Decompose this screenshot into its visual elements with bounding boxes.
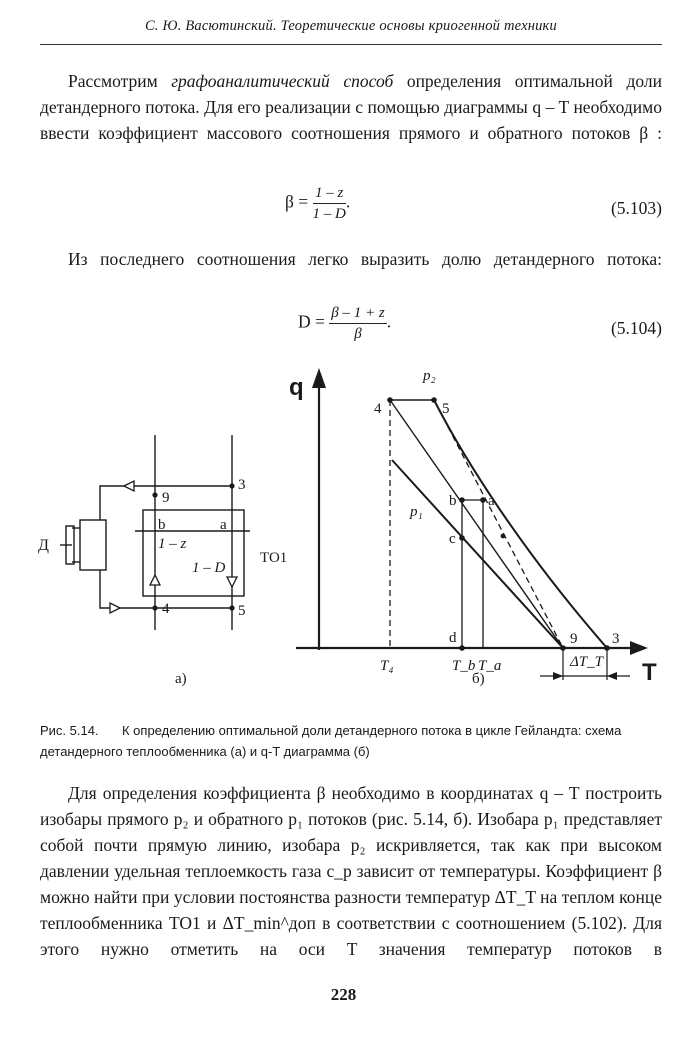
point-label-5: 5 [442,401,450,417]
inner-label-a: a [220,517,227,533]
expander-body [80,520,106,570]
t-axis-arrow-icon [630,641,648,655]
arrow-left-icon [124,481,134,491]
equation-2-numerator: β – 1 + z [329,303,386,324]
paragraph-1 [40,68,662,172]
node-9-label: 9 [162,490,170,506]
equation-2-lhs: D = [298,311,325,332]
figure-5-14 [0,350,687,710]
node-9-dot [152,492,157,497]
curve-label-p1: p₁ [410,504,423,520]
tick-label-ta: T_a [478,658,502,674]
sublabel-a: а) [175,671,187,687]
point-label-a: a [488,493,495,509]
axis-label-q: q [289,374,304,401]
delta-t-label: ΔT_T [570,654,603,670]
equation-2-denominator: β [354,326,362,342]
diagram-b [296,375,640,680]
page-number: 228 [330,985,357,1004]
node-4-dot [152,605,157,610]
paragraph-1-end: определения оптимальной доли детандерного потока. Для его реализации с помощью диаграммы q – T необходимо ввести коэффициент массового соотношения прямого и обратного потоков β : [40,71,662,143]
curve-label-p2: p₂ [423,368,436,384]
point-label-4: 4 [374,401,382,417]
p1-isobar [392,460,563,648]
figure-caption [40,720,662,762]
node-3-label: 3 [238,477,246,493]
equation-1-lhs: β = [285,191,309,212]
tick-label-t4: T₄ [380,658,394,674]
axis-label-t: T [642,659,657,686]
node-3-dot [229,483,234,488]
dashed-5-9 [434,400,563,648]
point-label-3: 3 [612,631,620,647]
inner-label-b: b [158,517,166,533]
caption-label: Рис. 5.14. [40,723,99,738]
equation-5-103 [285,183,350,224]
arrow-up-icon [150,575,160,585]
point-9-dot [560,645,566,651]
point-label-9: 9 [570,631,578,647]
q-axis-arrow-icon [312,368,326,388]
arrow-right-icon [110,603,120,613]
equation-5-104 [298,303,391,344]
equation-1-numerator: 1 – z [313,183,346,204]
node-4-label: 4 [162,601,170,617]
expander-label: Д [38,537,49,554]
line-4-9 [390,400,563,648]
point-5-dot [431,397,437,403]
inner-label-1-z: 1 – z [158,536,187,552]
sublabel-b: б) [472,671,485,687]
arrow-down-icon [227,577,237,587]
equation-2-period: . [386,311,392,332]
inner-label-1-D: 1 – D [192,560,226,576]
point-a-dot [480,497,486,503]
paragraph-1-start: Рассмотрим [68,71,172,91]
equation-1-fraction [313,183,346,224]
point-d-dot [459,645,465,651]
bottom-line [100,570,155,608]
delta-arrow-left-icon [553,672,563,680]
point-3-dot [604,645,610,651]
paragraph-3: Для определения коэффициента β необходимо в координатах q – T построить изобары прямого p₂ и обратного p₁ потоков (рис. 5.14, б). Изобара p₁ представляет собой почти прямую линию, изобара p₂ искривляется, так как при высоком давлении удельная теплоемкость газа c_p зависит от температуры. Коэффициент β можно найти при условии постоянства разности температур ΔT_T на теплом конце теплообменника ТО1 и ΔT_min^доп в соответствии с соотношением (5.102). Для этого нужно отметить на оси T значения температур потоков в [40,783,662,959]
running-header: С. Ю. Васютинский. Теоретические основы криогенной техники [145,18,557,34]
exchanger-label: ТО1 [260,550,288,566]
point-label-c: c [449,531,456,547]
equation-1-denominator: 1 – D [312,206,346,222]
point-label-d: d [449,630,457,646]
top-return-line [100,486,155,520]
point-4-dot [387,397,393,403]
equation-5-103-number: (5.103) [610,198,662,218]
equation-2-fraction [329,303,386,344]
delta-arrow-right-icon [607,672,617,680]
node-5-dot [229,605,234,610]
p2-isobar [434,400,607,648]
point-c-dot [459,535,465,541]
paragraph-2: Из последнего соотношения легко выразить долю детандерного потока: [68,249,662,269]
tick-label-tb: T_b [452,658,476,674]
point-p2-mark [501,534,506,539]
paragraph-1-emphasis: графоаналитический способ [171,71,394,91]
equation-5-104-number: (5.104) [610,318,662,338]
caption-text: К определению оптимальной доли детандерного потока в цикле Гейландта: схема детандерного теплообменника (а) и q-T диаграмма (б) [40,723,622,759]
node-5-label: 5 [238,603,246,619]
point-b-dot [459,497,465,503]
point-label-b: b [449,493,457,509]
equation-1-period: . [345,191,351,212]
header-rule [40,44,662,45]
